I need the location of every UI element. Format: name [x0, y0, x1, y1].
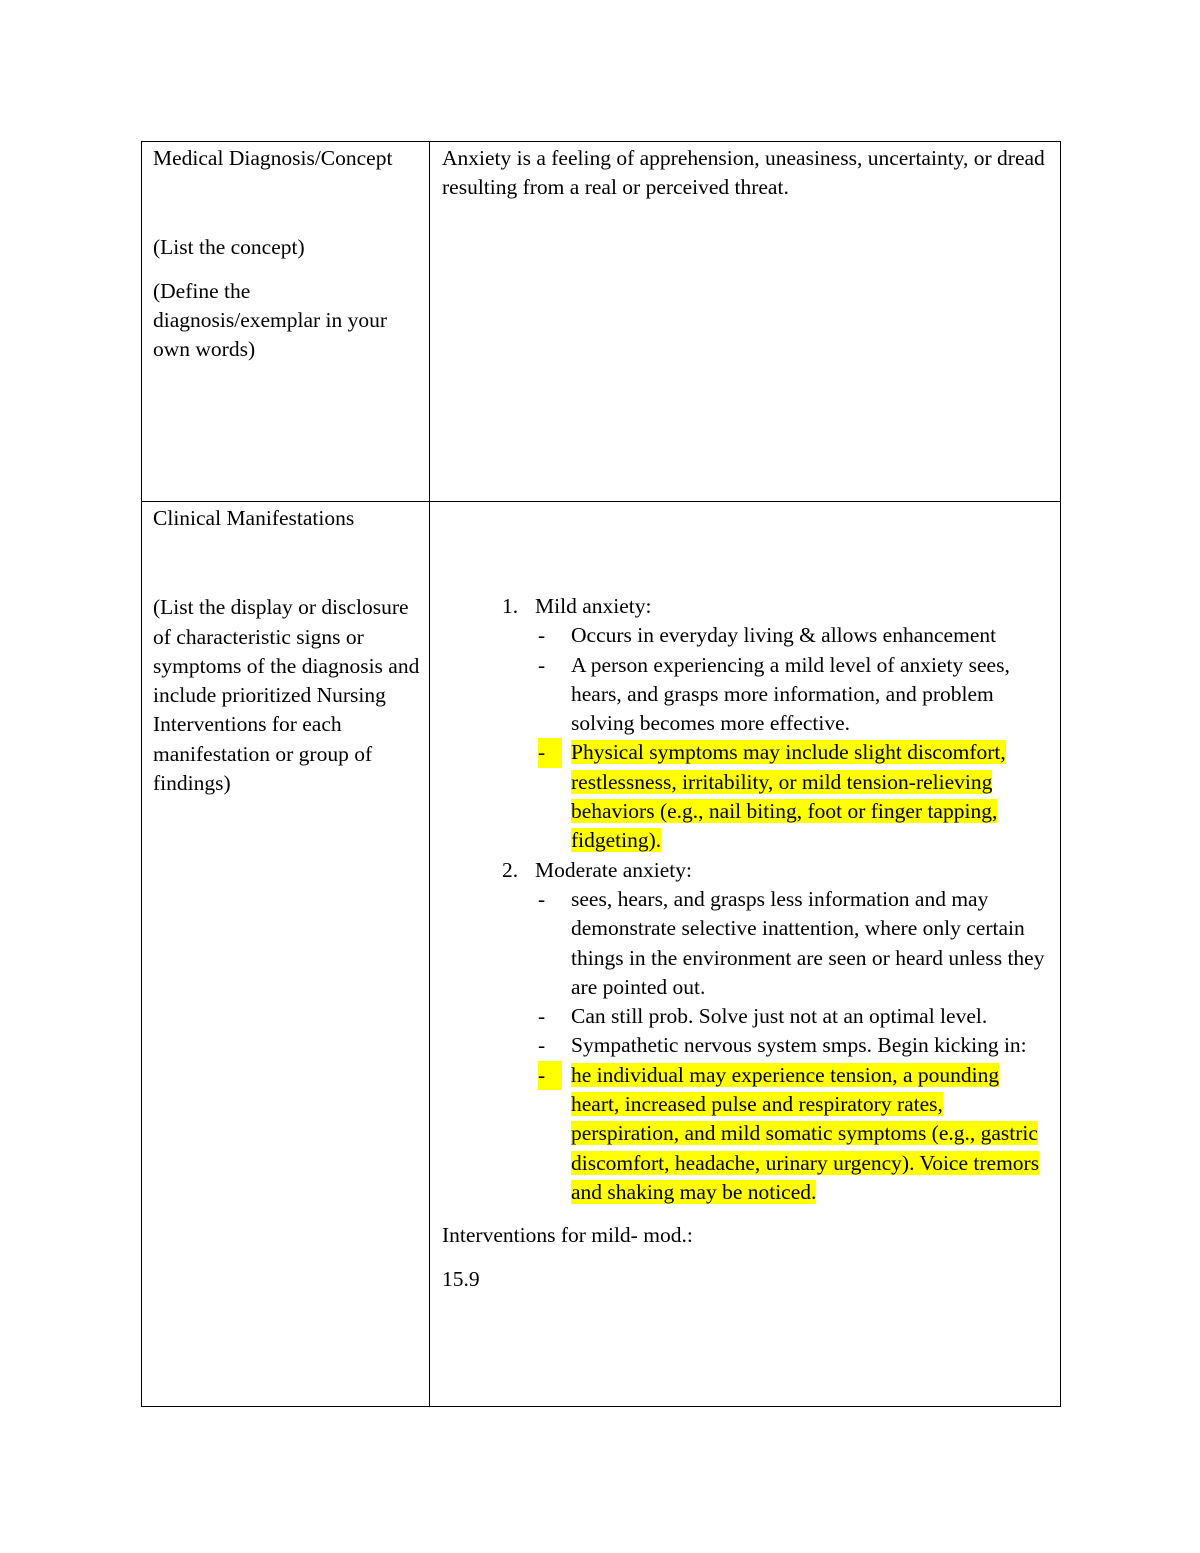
diagnosis-definition-cell — [430, 142, 1061, 502]
highlighted-bullet-item — [430, 1061, 1052, 1207]
dash-bullet-marker: - — [538, 623, 546, 648]
level-number: 1. — [502, 594, 519, 618]
bullet-text: sees, hears, and grasps less information and may demonstrate selective inattention, where only certain things in the environment are seen or heard unless they are pointed out. — [571, 886, 1045, 999]
bullet-text: A person experiencing a mild level of anxiety sees, hears, and grasps more information, and problem solving becomes more effective. — [571, 652, 1010, 736]
highlighted-bullet-item — [430, 738, 1052, 855]
dash-bullet-marker: - — [538, 1004, 546, 1029]
anxiety-level-item — [430, 592, 1052, 621]
diagnosis-title: Medical Diagnosis/Concept — [153, 146, 393, 170]
bullet-item — [430, 885, 1052, 1002]
bullet-text: Occurs in everyday living & allows enhancement — [571, 623, 997, 648]
dash-bullet-marker: - — [538, 1061, 562, 1090]
manifestations-note: (List the display or disclosure of characteristic signs or symptoms of the diagnosis and include prioritized Nursing Interventions for each manifestation or group of findings) — [153, 595, 420, 796]
list-concept-note: (List the concept) — [153, 235, 305, 260]
bullet-item — [430, 651, 1052, 739]
manifestations-title: Clinical Manifestations — [153, 506, 355, 530]
concept-map-table — [141, 141, 1061, 1407]
bullet-item — [430, 621, 1052, 650]
bullet-text: he individual may experience tension, a pounding heart, increased pulse and respiratory rates, perspiration, and mild somatic symptoms (e.g., gastric discomfort, headache, urinary urgency). Voice tremors and shaking may be noticed. — [571, 1062, 1040, 1204]
level-bullet-list — [430, 885, 1052, 1207]
level-label: Moderate anxiety: — [535, 857, 693, 882]
bullet-text: Sympathetic nervous system smps. Begin kicking in: — [571, 1033, 1027, 1058]
dash-bullet-marker: - — [538, 1033, 546, 1058]
dash-bullet-marker: - — [538, 886, 546, 911]
bullet-item — [430, 1031, 1052, 1060]
define-diagnosis-note: (Define the diagnosis/exemplar in your own words) — [153, 278, 388, 362]
dash-bullet-marker: - — [538, 652, 546, 677]
anxiety-levels-list — [430, 592, 1052, 1207]
bullet-text: Can still prob. Solve just not at an optimal level. — [571, 1004, 988, 1029]
interventions-label: Interventions for mild- mod.: — [442, 1223, 693, 1248]
manifestations-row — [142, 502, 1061, 1407]
interventions-value: 15.9 — [442, 1266, 480, 1291]
dash-bullet-marker: - — [538, 738, 562, 767]
level-bullet-list — [430, 621, 1052, 855]
anxiety-level-item — [430, 856, 1052, 885]
manifestations-content-cell — [430, 502, 1061, 1407]
level-number: 2. — [502, 857, 519, 882]
level-label: Mild anxiety: — [535, 594, 652, 618]
manifestations-label-cell — [142, 502, 430, 1407]
bullet-text: Physical symptoms may include slight discomfort, restlessness, irritability, or mild tension-relieving behaviors (e.g., nail biting, foot or finger tapping, fidgeting). — [571, 740, 1006, 853]
anxiety-definition: Anxiety is a feeling of apprehension, uneasiness, uncertainty, or dread resulting from a real or perceived threat. — [442, 146, 1045, 200]
diagnosis-label-cell — [142, 142, 430, 502]
diagnosis-row — [142, 142, 1061, 502]
bullet-item — [430, 1002, 1052, 1031]
